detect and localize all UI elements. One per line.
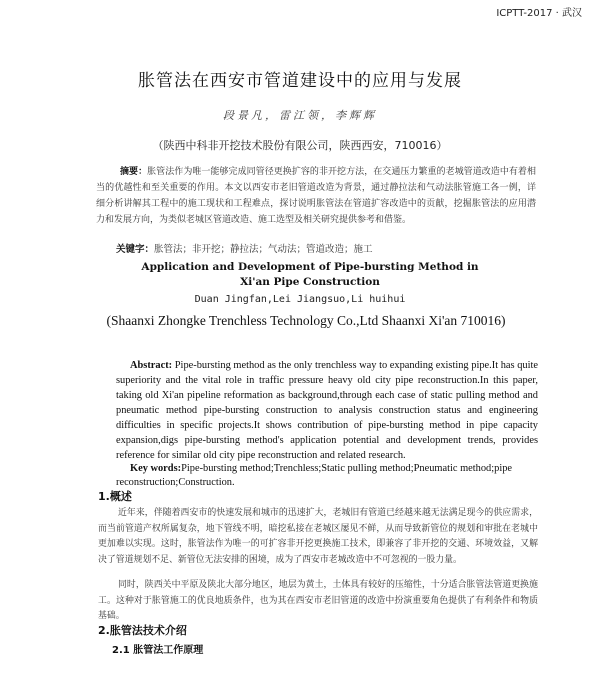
conference-tag: ICPTT-2017 · 武汉 — [496, 8, 582, 19]
keywords-cn — [116, 242, 536, 258]
keywords-en-label: Key words: — [130, 463, 182, 474]
abstract-cn-text: 胀管法作为唯一能够完成同管径更换扩容的非开挖方法，在交通压力繁重的老城管道改造中有着相当的优越性和至关重要的作用。本文以西安市老旧管道改造为背景，通过静拉法和气动法胀管施工各一例，详细分析讲解其工程中的施工现状和工程难点，探讨说明胀管法在管道扩容改造中的贡献，挖掘胀管法的应用潜力和发展方向，为类似老城区管道改造、施工选型及相关研究提供参考和借鉴。 — [96, 167, 536, 225]
keywords-cn-text: 胀管法；非开挖；静拉法；气动法；管道改造；施工 — [154, 244, 373, 255]
abstract-en-label: Abstract: — [130, 360, 173, 371]
abstract-en — [116, 358, 538, 463]
title-en: Application and Development of Pipe-bursting Method in Xi'an Pipe Construction — [141, 261, 479, 288]
section-heading-technology: 2.胀管法技术介绍 — [98, 624, 187, 637]
affiliation-cn: （陕西中科非开挖技术股份有限公司，陕西西安，710016） — [152, 139, 448, 152]
section-heading-overview: 1.概述 — [98, 490, 132, 503]
keywords-en-text: Pipe-bursting method;Trenchless;Static pulling method;Pneumatic method;pipe reconstruction;Construction. — [116, 463, 513, 488]
keywords-en — [116, 462, 538, 490]
abstract-en-text: Pipe-bursting method as the only trenchless way to expanding existing pipe.It has quite superiority and the vital role in traffic pressure heavy old city pipe reconstruction.In this paper, taking old Xi'an pipeline reformation as background,through each case of static pulling method and pneumatic method pipe-bursting construction to analysis construction status and engineering difficulties in specific projects.It shows contribution of pipe-bursting method in pipe capacity expansion,digs pipe-bursting method's application potential and development trends, provides reference for similar old city pipe reconstruction and related research. — [116, 360, 538, 461]
abstract-cn — [96, 164, 536, 228]
authors-en: Duan Jingfan,Lei Jiangsuo,Li huihui — [194, 294, 406, 305]
subsection-heading-principle: 2.1 胀管法工作原理 — [112, 645, 204, 656]
abstract-cn-label: 摘要： — [120, 167, 148, 177]
keywords-cn-label: 关键字： — [116, 244, 155, 255]
paragraph-overview-2: 同时，陕西关中平原及陕北大部分地区，地层为黄土，土体具有较好的压缩性，十分适合胀管法管道更换施工。这种对于胀管施工的优良地质条件，也为其在西安市老旧管道的改造中扮演重要角色提供了有利条件和物质基础。 — [98, 580, 538, 622]
affiliation-en: (Shaanxi Zhongke Trenchless Technology Co.,Ltd Shaanxi Xi'an 710016) — [106, 313, 506, 328]
authors-cn: 段景凡，雷江领，李辉辉 — [223, 109, 377, 122]
paragraph-overview-1: 近年来，伴随着西安市的快速发展和城市的迅速扩大，老城旧有管道已经越来越无法满足现今的供应需求，而当前管道产权所属复杂，地下管线不明，暗挖私接在老城区屡见不鲜，从而导致新管位的规划和审批在老城中更加难以实现。这时，胀管法作为唯一的可扩容非开挖更换施工技术，即兼容了非开挖的交通、环境效益，又解决了管道规划不足、新管位无法安排的困境，成为了西安市老城改造中不可忽视的一股力量。 — [98, 508, 538, 565]
title-cn: 胀管法在西安市管道建设中的应用与发展 — [138, 71, 462, 91]
